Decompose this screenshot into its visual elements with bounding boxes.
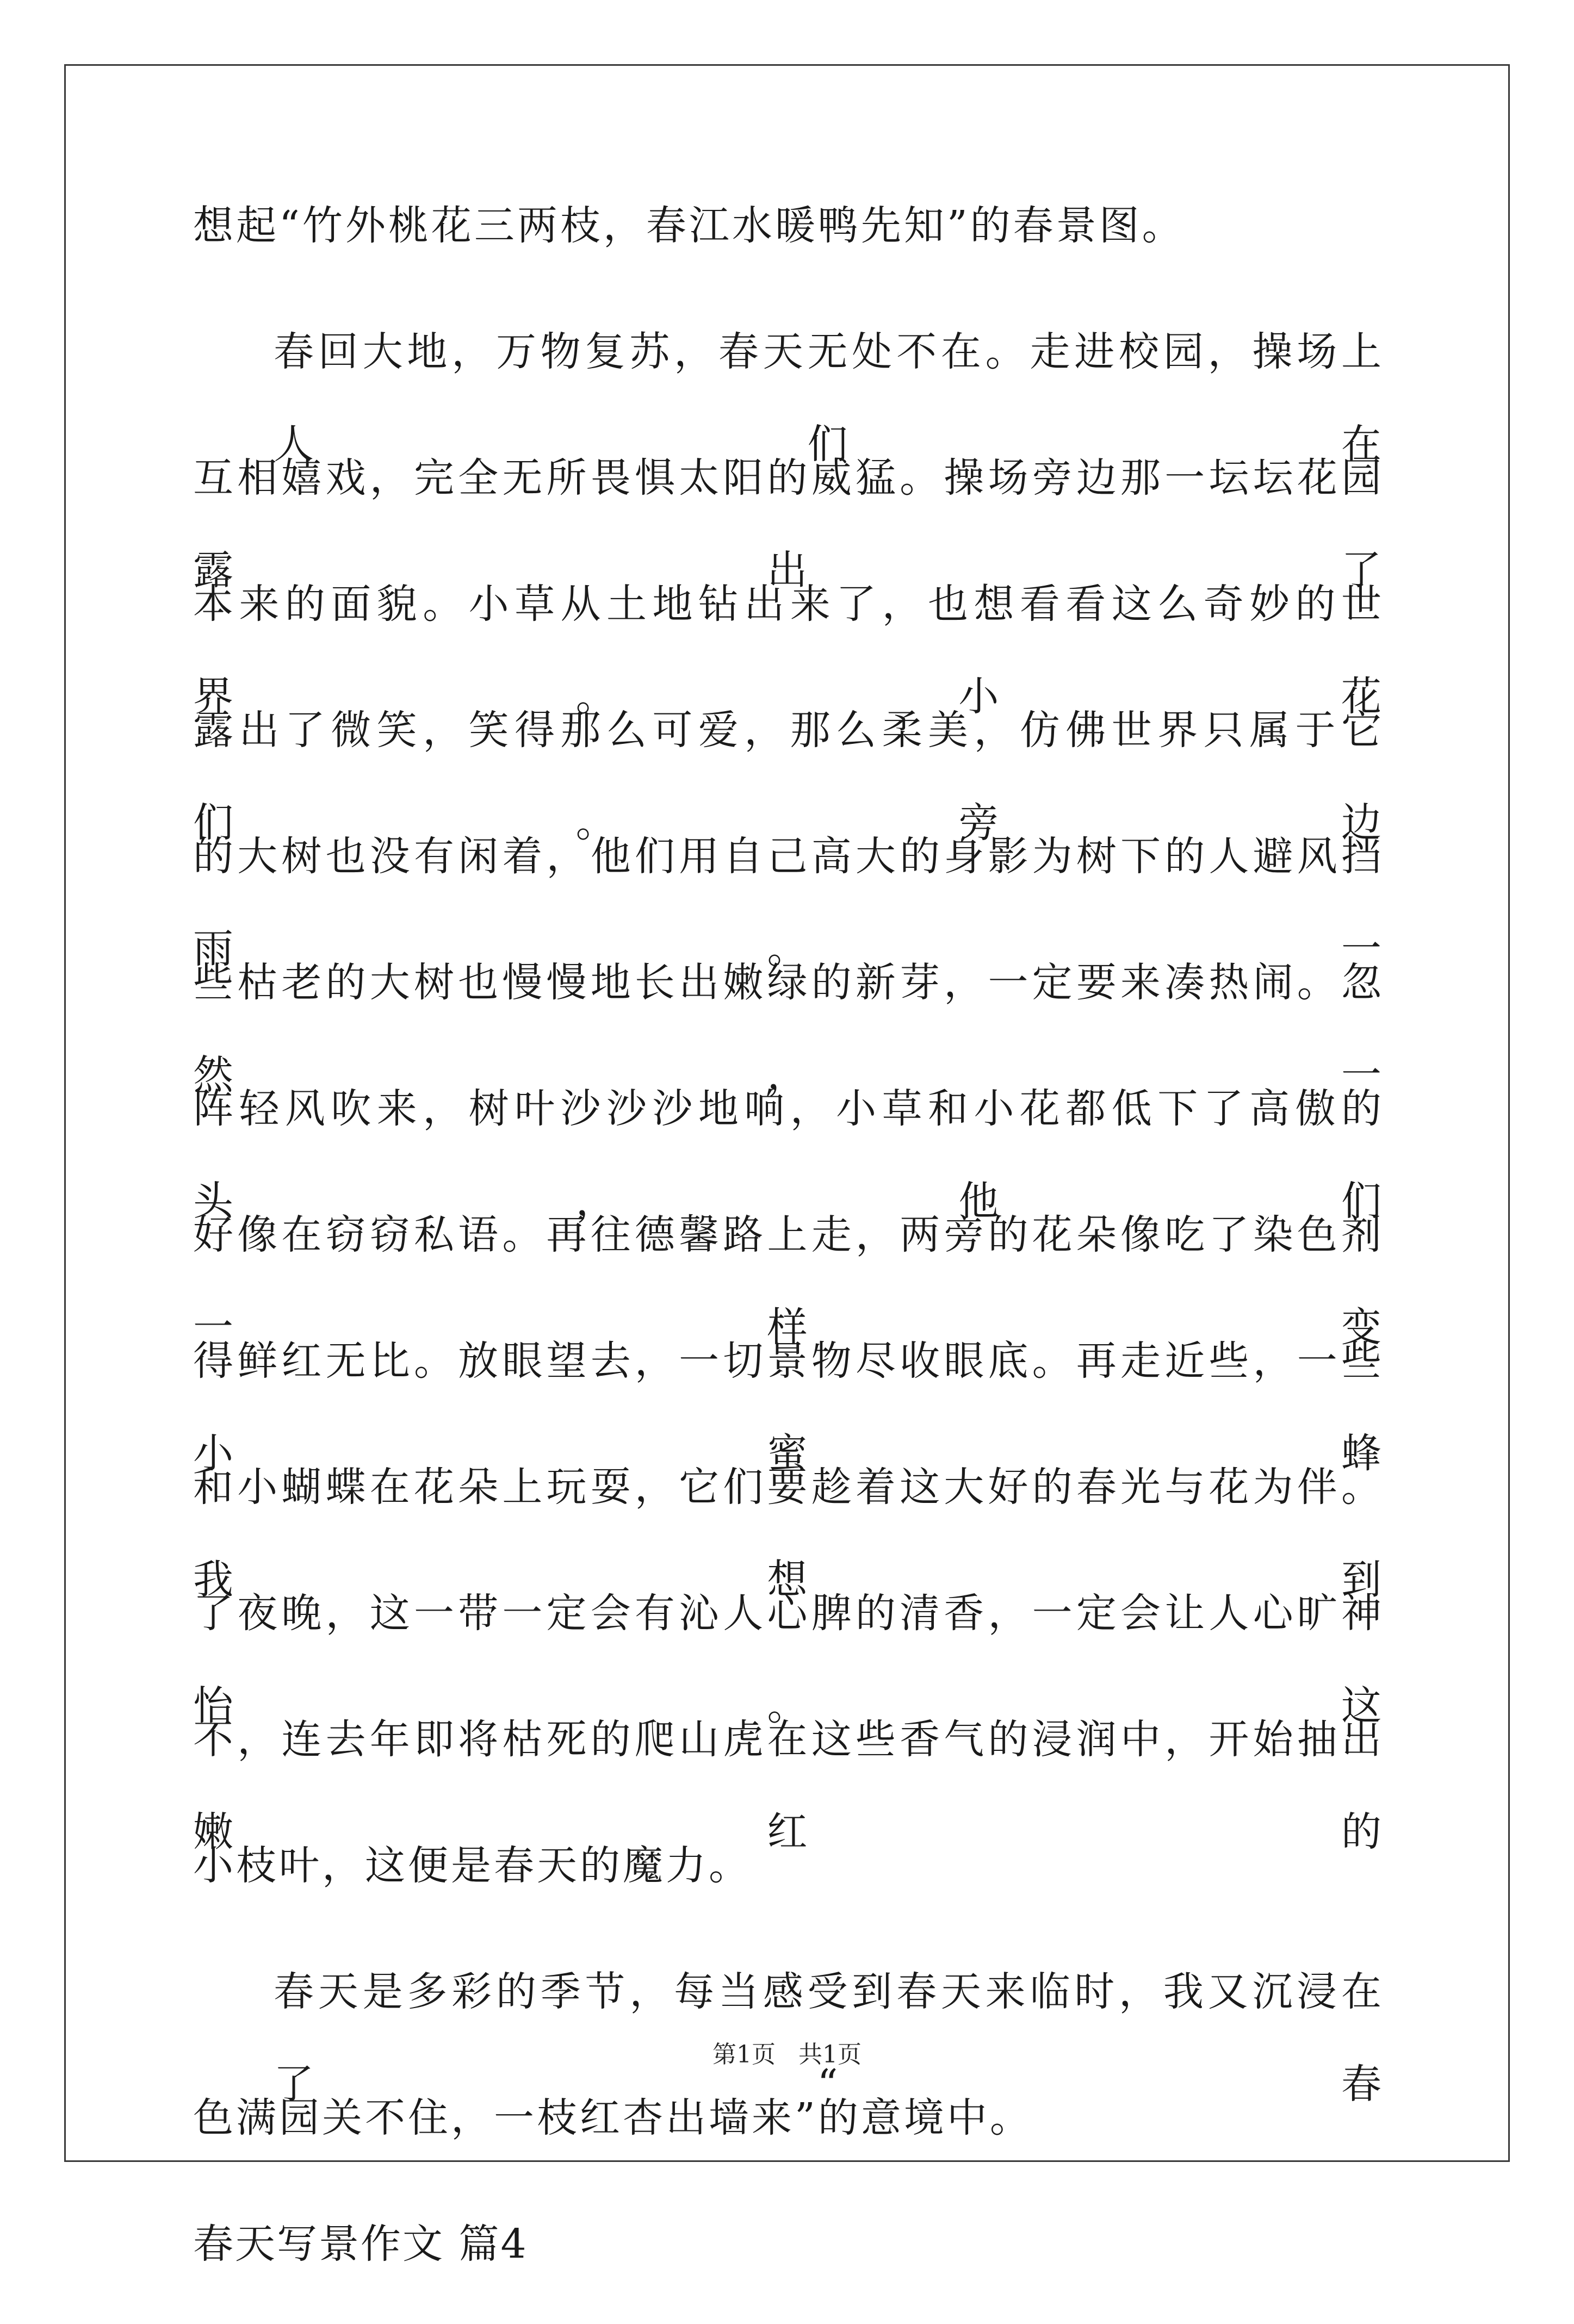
text-line: 的大树也没有闲着，他们用自己高大的身影为树下的人避风挡雨。一 [193, 833, 1384, 972]
text-line: 互相嬉戏，完全无所畏惧太阳的威猛。操场旁边那一坛坛花园露出了 [193, 455, 1384, 594]
section-title: 春天写景作文 篇4 [193, 2221, 528, 2267]
text-line: 和小蝴蝶在花朵上玩耍，它们要趁着这大好的春光与花为伴。我想到 [193, 1464, 1384, 1603]
text-line: 了夜晚，这一带一定会有沁人心脾的清香，一定会让人心旷神怡。这 [193, 1590, 1384, 1729]
text-line: 春回大地，万物复苏，春天无处不在。走进校园，操场上人们在 [274, 328, 1384, 468]
text-line: 想起“竹外桃花三两枝，春江水暖鸭先知”的春景图。 [193, 202, 1185, 249]
text-line: 本来的面貌。小草从土地钻出来了，也想看看这么奇妙的世界。小花 [193, 581, 1384, 720]
text-line: 阵轻风吹来，树叶沙沙沙地响，小草和小花都低下了高傲的头，他们 [193, 1085, 1384, 1225]
text-line: 得鲜红无比。放眼望去，一切景物尽收眼底。再走近些，一些小蜜蜂 [193, 1338, 1384, 1477]
page-footer [0, 2035, 1574, 2070]
page-number: 第1页 [712, 2041, 776, 2068]
text-line: 色满园关不住，一枝红杏出墙来”的意境中。 [193, 2095, 1033, 2141]
text-line: 小枝叶，这便是春天的魔力。 [193, 1842, 752, 1889]
text-line: 露出了微笑，笑得那么可爱，那么柔美，仿佛世界只属于它们。旁边 [193, 707, 1384, 846]
document-body [193, 179, 1384, 2324]
page-total: 共1页 [798, 2041, 862, 2068]
text-line: 不，连去年即将枯死的爬山虎在这些香气的浸润中，开始抽出嫩红的 [193, 1716, 1384, 1855]
text-line: 些枯老的大树也慢慢地长出嫩绿的新芽，一定要来凑热闹。忽然，一 [193, 959, 1384, 1098]
text-line: 春天是多彩的季节，每当感受到春天来临时，我又沉浸在了“春 [274, 1968, 1384, 2108]
text-line: 好像在窃窃私语。再往德馨路上走，两旁的花朵像吃了染色剂一样变 [193, 1211, 1384, 1351]
